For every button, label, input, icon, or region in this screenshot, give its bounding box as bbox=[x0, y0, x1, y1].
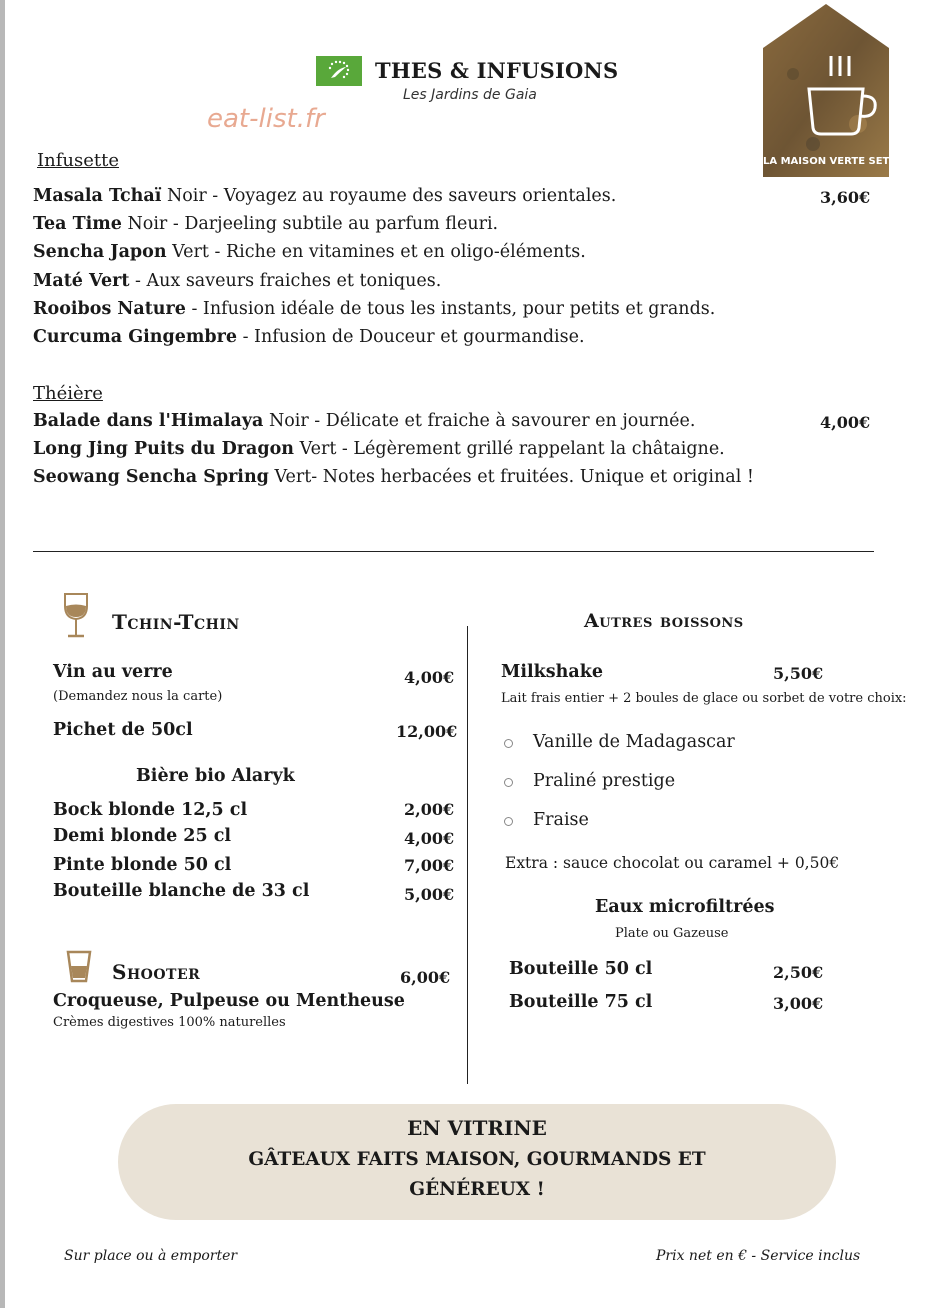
biere-name: Bock blonde 12,5 cl bbox=[53, 800, 248, 820]
autres-heading: Autres boissons bbox=[584, 610, 744, 632]
biere-name: Demi blonde 25 cl bbox=[53, 826, 232, 846]
vin-note: (Demandez nous la carte) bbox=[53, 689, 223, 704]
theiere-price: 4,00€ bbox=[820, 413, 871, 432]
flavor-item: Praliné prestige bbox=[533, 771, 676, 791]
item-name: Tea Time bbox=[33, 214, 122, 234]
biere-price: 2,00€ bbox=[404, 800, 455, 819]
item-desc: Vert - Légèrement grillé rappelant la châtaigne. bbox=[294, 439, 725, 459]
item-desc: Vert - Riche en vitamines et en oligo-éléments. bbox=[166, 242, 586, 262]
bullet-icon bbox=[504, 739, 513, 748]
item-name: Long Jing Puits du Dragon bbox=[33, 439, 294, 459]
item-name: Rooibos Nature bbox=[33, 299, 186, 319]
tchin-heading: Tchin-Tchin bbox=[112, 610, 240, 634]
vitrine-line: GÂTEAUX FAITS MAISON, GOURMANDS ET bbox=[248, 1149, 706, 1170]
page-subtitle: Les Jardins de Gaia bbox=[403, 87, 537, 103]
footer-left: Sur place ou à emporter bbox=[64, 1248, 238, 1264]
pichet-name: Pichet de 50cl bbox=[53, 720, 193, 740]
watermark: eat-list.fr bbox=[207, 104, 325, 134]
shop-logo-label: LA MAISON VERTE SETE bbox=[763, 156, 897, 167]
shooter-note: Crèmes digestives 100% naturelles bbox=[53, 1015, 286, 1030]
eaux-note: Plate ou Gazeuse bbox=[615, 926, 729, 941]
vitrine-line: GÉNÉREUX ! bbox=[409, 1179, 545, 1200]
theiere-heading: Théière bbox=[33, 383, 103, 404]
biere-heading: Bière bio Alaryk bbox=[136, 766, 295, 786]
eaux-heading: Eaux microfiltrées bbox=[595, 897, 775, 917]
shooter-name: Croqueuse, Pulpeuse ou Mentheuse bbox=[53, 991, 405, 1011]
organic-leaf-icon bbox=[316, 56, 362, 86]
list-item bbox=[33, 411, 695, 431]
pichet-price: 12,00€ bbox=[396, 722, 458, 741]
biere-name: Bouteille blanche de 33 cl bbox=[53, 881, 310, 901]
section-divider bbox=[33, 551, 874, 552]
item-desc: - Infusion de Douceur et gourmandise. bbox=[237, 327, 585, 347]
list-item bbox=[33, 467, 754, 487]
eau-price: 2,50€ bbox=[773, 963, 824, 982]
item-desc: Vert- Notes herbacées et fruitées. Unique et original ! bbox=[268, 467, 754, 487]
infusette-heading: Infusette bbox=[37, 150, 119, 171]
page-edge bbox=[0, 0, 5, 1308]
biere-price: 4,00€ bbox=[404, 829, 455, 848]
biere-price: 7,00€ bbox=[404, 856, 455, 875]
bullet-icon bbox=[504, 817, 513, 826]
eau-name: Bouteille 50 cl bbox=[509, 959, 653, 979]
page-title: THES & INFUSIONS bbox=[375, 58, 619, 83]
list-item bbox=[33, 242, 586, 262]
shot-glass-icon bbox=[65, 950, 93, 988]
footer-right: Prix net en € - Service inclus bbox=[656, 1248, 861, 1264]
vitrine-title: EN VITRINE bbox=[407, 1116, 547, 1140]
list-item bbox=[33, 439, 725, 459]
item-name: Curcuma Gingembre bbox=[33, 327, 237, 347]
list-item bbox=[33, 327, 585, 347]
milkshake-note: Lait frais entier + 2 boules de glace ou sorbet de votre choix: bbox=[501, 691, 907, 706]
item-name: Sencha Japon bbox=[33, 242, 167, 262]
shop-logo bbox=[763, 4, 897, 177]
biere-price: 5,00€ bbox=[404, 885, 455, 904]
biere-name: Pinte blonde 50 cl bbox=[53, 855, 232, 875]
wine-glass-icon bbox=[60, 592, 92, 644]
milkshake-price: 5,50€ bbox=[773, 664, 824, 683]
extra-note: Extra : sauce chocolat ou caramel + 0,50€ bbox=[505, 854, 840, 872]
shooter-price: 6,00€ bbox=[400, 968, 451, 987]
infusette-price: 3,60€ bbox=[820, 188, 871, 207]
item-desc: Noir - Délicate et fraiche à savourer en journée. bbox=[263, 411, 696, 431]
flavor-item: Vanille de Madagascar bbox=[533, 732, 735, 752]
item-desc: Noir - Voyagez au royaume des saveurs orientales. bbox=[161, 186, 617, 206]
milkshake-name: Milkshake bbox=[501, 662, 603, 682]
list-item bbox=[33, 186, 616, 206]
flavor-item: Fraise bbox=[533, 810, 589, 830]
bullet-icon bbox=[504, 778, 513, 787]
item-name: Seowang Sencha Spring bbox=[33, 467, 269, 487]
eau-price: 3,00€ bbox=[773, 994, 824, 1013]
list-item bbox=[33, 299, 715, 319]
item-desc: - Infusion idéale de tous les instants, pour petits et grands. bbox=[185, 299, 716, 319]
list-item bbox=[33, 214, 498, 234]
item-desc: Noir - Darjeeling subtile au parfum fleuri. bbox=[121, 214, 499, 234]
list-item bbox=[33, 271, 441, 291]
shooter-heading: Shooter bbox=[112, 960, 201, 984]
item-name: Masala Tchaï bbox=[33, 186, 162, 206]
item-name: Balade dans l'Himalaya bbox=[33, 411, 264, 431]
vin-price: 4,00€ bbox=[404, 668, 455, 687]
item-name: Maté Vert bbox=[33, 271, 130, 291]
item-desc: - Aux saveurs fraiches et toniques. bbox=[129, 271, 442, 291]
vin-name: Vin au verre bbox=[53, 662, 173, 682]
column-divider bbox=[467, 626, 468, 1084]
eau-name: Bouteille 75 cl bbox=[509, 992, 653, 1012]
